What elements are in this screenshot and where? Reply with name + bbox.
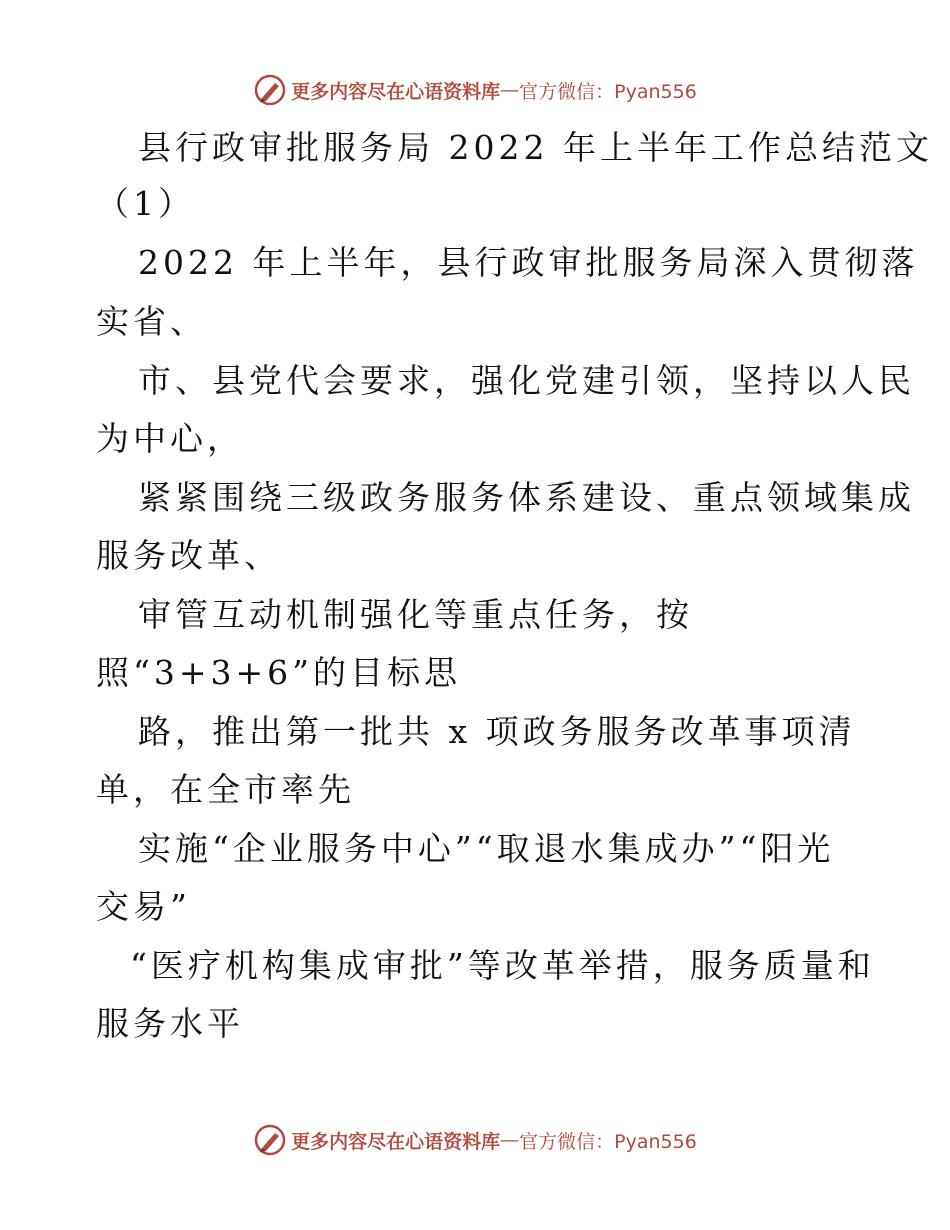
paragraph-line: 实施“企业服务中心”“取退水集成办”“阳光 — [138, 829, 835, 868]
header-banner-separator: — — [500, 79, 520, 101]
paragraph-line: “医疗机构集成审批”等改革举措，服务质量和 — [130, 946, 875, 985]
header-banner — [0, 70, 950, 110]
doc-title-line-1: 县行政审批服务局 2022 年上半年工作总结范文 — [138, 128, 933, 167]
paragraph-line: 单，在全市率先 — [96, 770, 355, 809]
paragraph-line: 市、县党代会要求，强化党建引领，坚持以人民 — [138, 361, 915, 400]
paragraph-line: 服务水平 — [96, 1004, 244, 1043]
paragraph-line: 照“3+3+6”的目标思 — [96, 653, 462, 692]
footer-banner-separator: — — [500, 1129, 520, 1151]
paragraph-line: 实省、 — [96, 302, 207, 341]
pen-logo-icon — [253, 73, 287, 107]
doc-title-line-2: （1） — [96, 184, 195, 223]
paragraph-line: 交易” — [96, 887, 191, 926]
footer-banner — [0, 1120, 950, 1160]
paragraph-line: 服务改革、 — [96, 536, 281, 575]
header-banner-text: 更多内容尽在心语资料库 — [291, 80, 501, 103]
paragraph-line: 审管互动机制强化等重点任务，按 — [138, 595, 693, 634]
header-banner-contact: 官方微信：Pyan556 — [519, 80, 697, 103]
pen-logo-icon — [253, 1123, 287, 1157]
footer-banner-contact: 官方微信：Pyan556 — [519, 1130, 697, 1153]
paragraph-line: 2022 年上半年，县行政审批服务局深入贯彻落 — [138, 243, 919, 282]
footer-banner-text: 更多内容尽在心语资料库 — [291, 1130, 501, 1153]
paragraph-line: 为中心， — [96, 419, 244, 458]
paragraph-line: 紧紧围绕三级政务服务体系建设、重点领域集成 — [138, 478, 915, 517]
paragraph-line: 路，推出第一批共 x 项政务服务改革事项清 — [138, 712, 856, 751]
